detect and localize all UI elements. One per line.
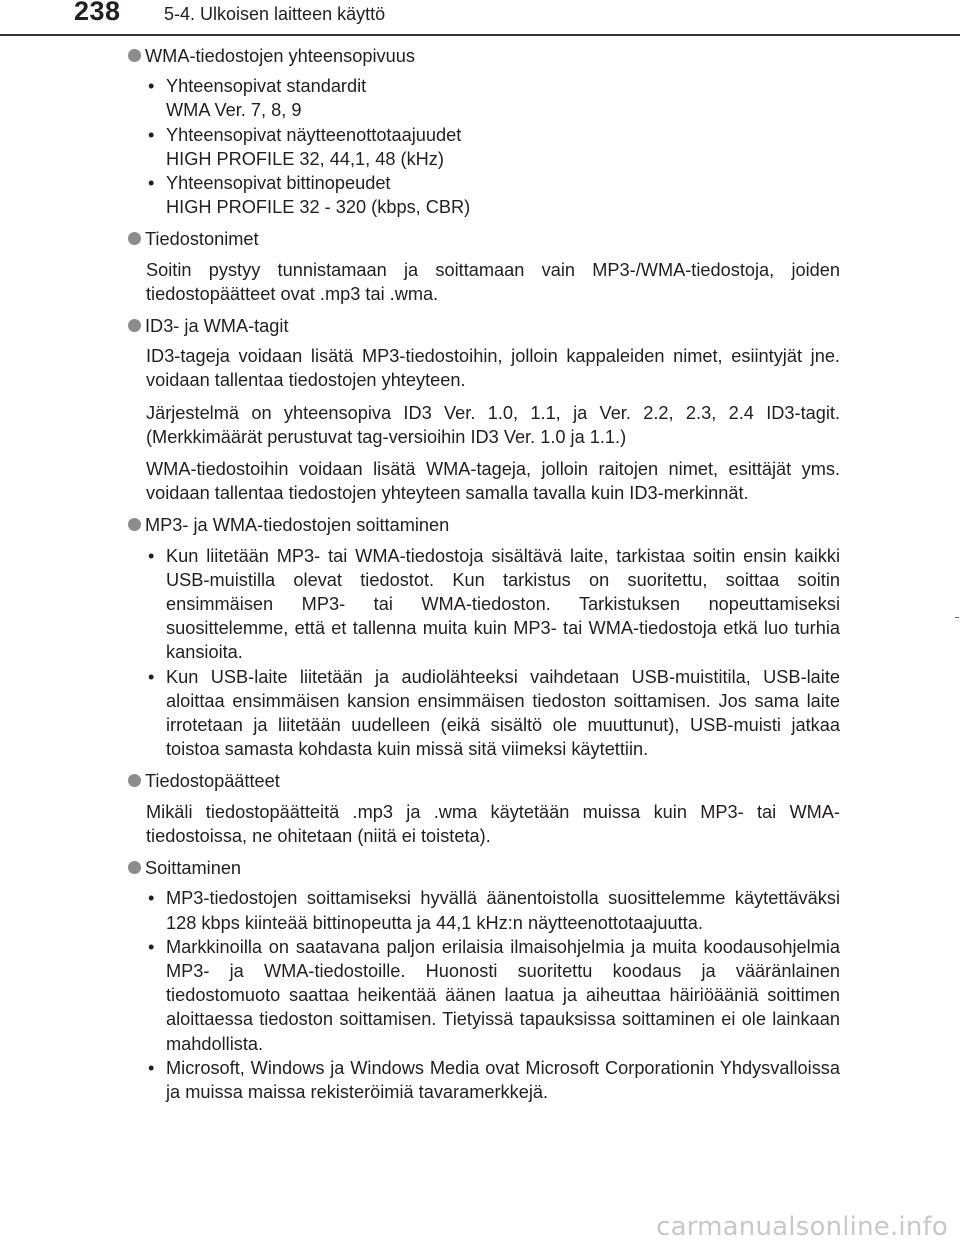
section-heading (128, 314, 840, 338)
section (128, 44, 840, 219)
list-bullet-icon: • (148, 666, 155, 687)
heading-bullet-icon (128, 774, 141, 787)
list-item (146, 171, 840, 219)
list-item (146, 935, 840, 1056)
paragraph: Järjestelmä on yhteensopiva ID3 Ver. 1.0, 1.1, ja Ver. 2.2, 2.3, 2.4 ID3-tagit. (Merkkimäärät perustuvat tag-versioihin ID3 Ver. 1.0 ja 1.1.) (146, 402, 840, 447)
bullet-list (128, 886, 840, 1104)
section-heading (128, 227, 840, 251)
section-heading (128, 856, 840, 880)
heading-bullet-icon (128, 232, 141, 245)
list-item (146, 1056, 840, 1104)
section-heading (128, 769, 840, 793)
heading-bullet-icon (128, 518, 141, 531)
section (128, 227, 840, 306)
bullet-list (128, 544, 840, 762)
list-bullet-icon: • (148, 1057, 155, 1078)
margin-mark (955, 617, 959, 618)
chapter-title: 5-4. Ulkoisen laitteen käyttö (164, 4, 386, 24)
section (128, 856, 840, 1104)
heading-bullet-icon (128, 861, 141, 874)
list-item-text: HIGH PROFILE 32, 44,1, 48 (kHz) (166, 148, 444, 169)
bullet-list (128, 74, 840, 219)
list-item (146, 886, 840, 934)
heading-text: WMA-tiedostojen yhteensopivuus (145, 46, 415, 66)
list-item-text: Yhteensopivat näytteenottotaajuudet (166, 124, 462, 145)
paragraph: ID3-tageja voidaan lisätä MP3-tiedostoihin, jolloin kappaleiden nimet, esiintyjät jne. voidaan tallentaa tiedostojen yhteyteen. (146, 346, 840, 391)
page-header (0, 0, 960, 40)
list-item (146, 665, 840, 762)
list-bullet-icon: • (148, 124, 155, 145)
heading-text: Tiedostonimet (145, 229, 259, 250)
page-content (128, 44, 840, 1112)
list-item (146, 74, 840, 122)
section (128, 769, 840, 848)
page-number: 238 (74, 0, 121, 26)
list-bullet-icon: • (148, 173, 155, 194)
heading-text: Soittaminen (145, 858, 242, 879)
list-bullet-icon: • (148, 545, 155, 566)
heading-text: Tiedostopäätteet (145, 771, 280, 792)
header-rule (0, 34, 960, 36)
heading-bullet-icon (128, 49, 141, 62)
section (128, 513, 840, 761)
list-bullet-icon: • (148, 76, 155, 97)
heading-text: ID3- ja WMA-tagit (145, 316, 289, 337)
list-bullet-icon: • (148, 888, 155, 909)
list-item-text: HIGH PROFILE 32 - 320 (kbps, CBR) (166, 197, 471, 218)
list-item-text: Markkinoilla on saatavana paljon erilaisia ilmaisohjelmia ja muita koodausohjelmia MP3- ja WMA-tiedostoille. Huonosti suoritettu koodaus ja vääränlainen tiedostomuoto saattaa heikentää äänen laatua ja aiheuttaa häiriöääniä soittimen aloittaessa tiedoston soittamisen. Tietyissä tapauksissa soittaminen ei ole lainkaan mahdollista. (166, 936, 840, 1054)
list-item (146, 123, 840, 171)
list-item-text: Yhteensopivat bittinopeudet (166, 173, 391, 194)
list-item-text: Yhteensopivat standardit (166, 76, 367, 97)
list-item-text: Microsoft, Windows ja Windows Media ovat Microsoft Corporationin Yhdysvalloissa ja muissa maissa rekisteröimiä tavaramerkkejä. (166, 1057, 840, 1102)
paragraph: Mikäli tiedostopäätteitä .mp3 ja .wma käytetään muissa kuin MP3- tai WMA-tiedostoissa, ne ohitetaan (niitä ei toisteta). (146, 801, 840, 846)
list-item-text: MP3-tiedostojen soittamiseksi hyvällä äänentoistolla suosittelemme käytettäväksi 128 kbps kiinteää bittinopeutta ja 44,1 kHz:n näytteenottotaajuutta. (166, 888, 840, 933)
list-item-text: Kun USB-laite liitetään ja audiolähteeksi vaihdetaan USB-muistitila, USB-laite aloittaa ensimmäisen kansion ensimmäisen tiedoston soittamisen. Jos sama laite irrotetaan ja liitetään uudelleen (eikä sisältö ole muuttunut), USB-muisti jatkaa toistoa samasta kohdasta kuin missä sitä viimeksi käytettiin. (166, 666, 840, 760)
heading-bullet-icon (128, 319, 141, 332)
section-heading (128, 513, 840, 537)
paragraph: Soitin pystyy tunnistamaan ja soittamaan vain MP3-/WMA-tiedostoja, joiden tiedostopäätteet ovat .mp3 tai .wma. (146, 259, 840, 304)
list-item-text: WMA Ver. 7, 8, 9 (166, 100, 302, 121)
heading-text: MP3- ja WMA-tiedostojen soittaminen (145, 515, 450, 536)
list-bullet-icon: • (148, 936, 155, 957)
watermark: carmanualsonline.info (656, 1212, 948, 1242)
list-item-text: Kun liitetään MP3- tai WMA-tiedostoja sisältävä laite, tarkistaa soitin ensin kaikki USB-muistilla olevat tiedostot. Kun tarkistus on suoritettu, soittaa soitin ensimmäisen MP3- tai WMA-tiedoston. Tarkistuksen nopeuttamiseksi suosittelemme, että et tallenna muita kuin MP3- tai WMA-tiedostoja etkä luo turhia kansioita. (166, 545, 840, 663)
section-heading (128, 44, 840, 68)
paragraph: WMA-tiedostoihin voidaan lisätä WMA-tageja, jolloin raitojen nimet, esittäjät yms. voidaan tallentaa tiedostojen yhteyteen samalla tavalla kuin ID3-merkinnät. (146, 459, 840, 504)
list-item (146, 544, 840, 665)
section (128, 314, 840, 505)
